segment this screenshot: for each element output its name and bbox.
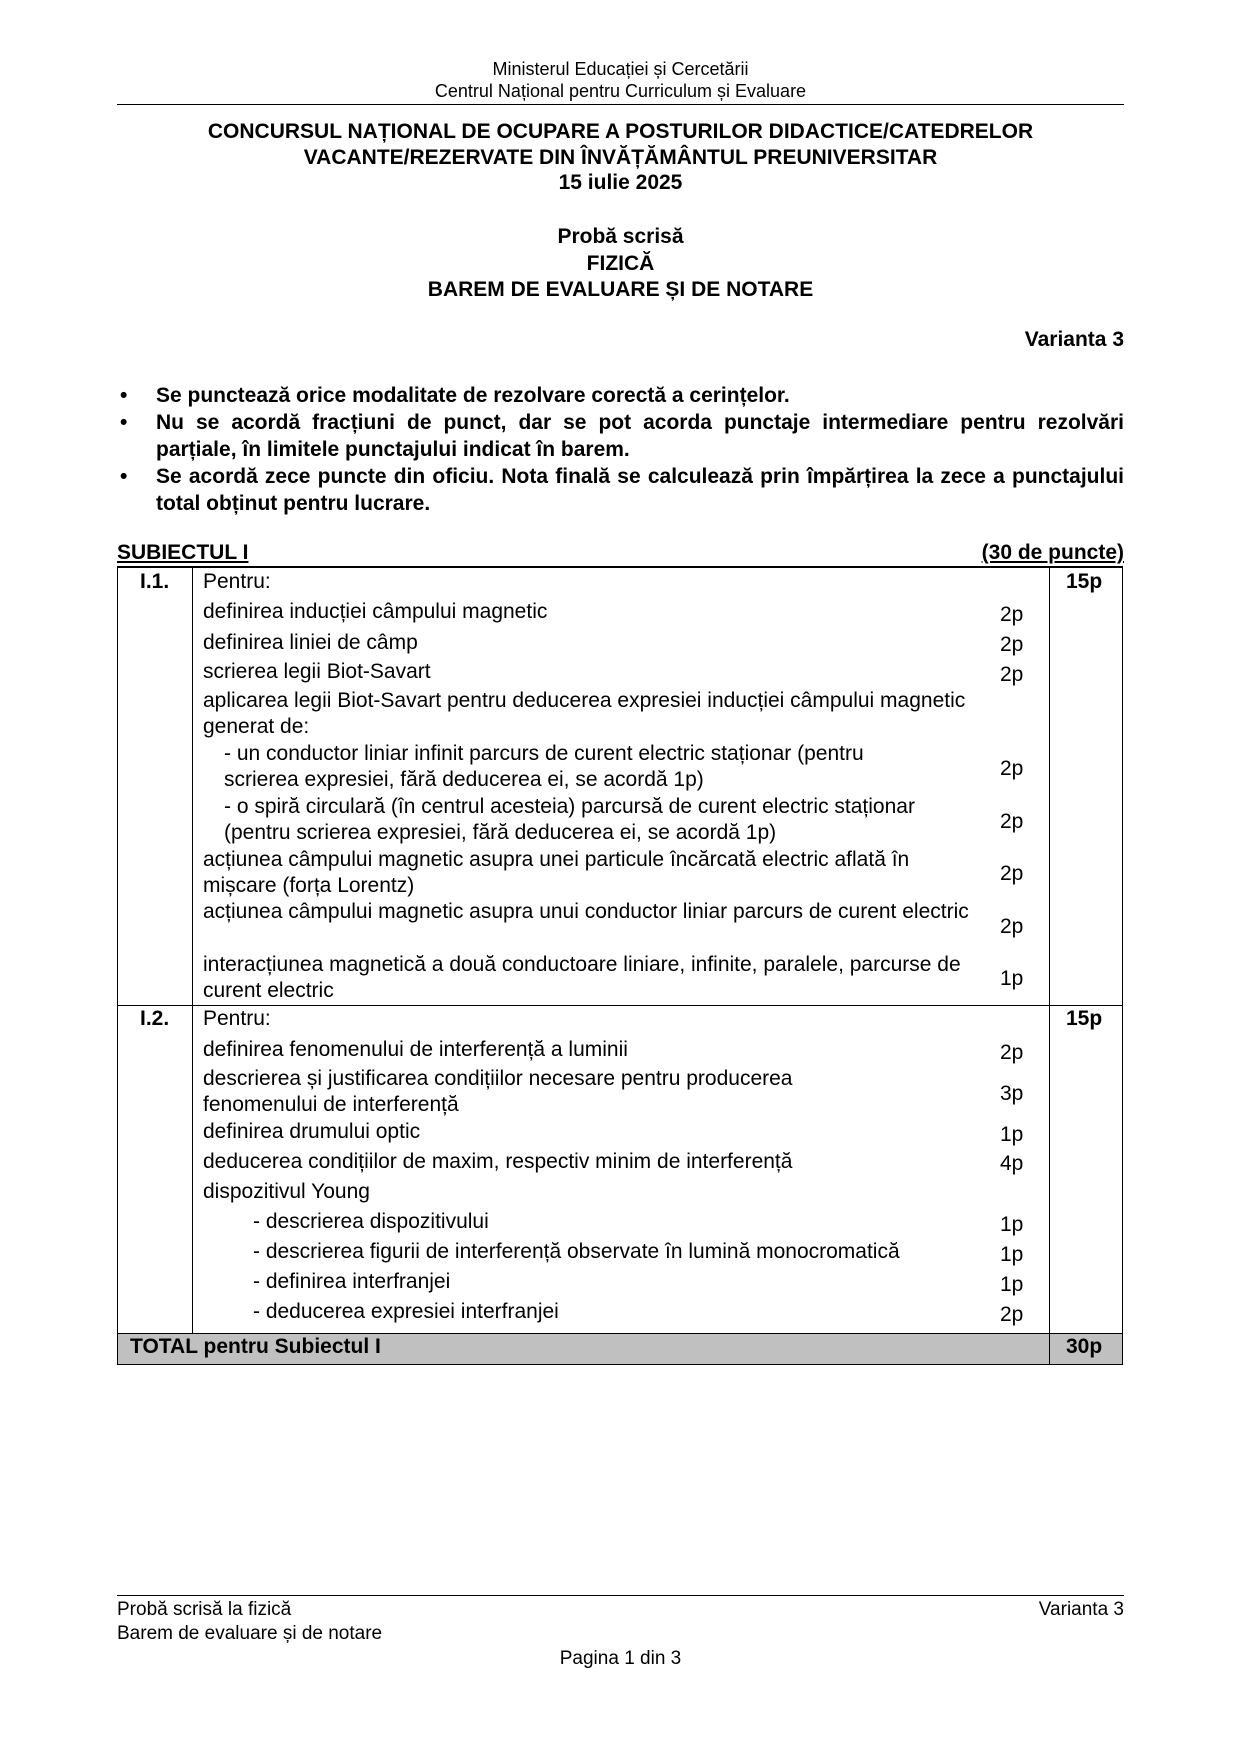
rules-list [120,382,1124,517]
criterion-points: 2p [1000,663,1024,686]
criterion-text: definirea inducției câmpului magnetic [203,600,548,623]
title-line1: CONCURSUL NAȚIONAL DE OCUPARE A POSTURILOR DIDACTICE/CATEDRELOR [207,120,1034,143]
ministry-name: Ministerul Educației și Cercetării [492,59,749,79]
criterion-text: - o spiră circulară (în centrul acesteia) parcursă de curent electric staționar (pentru scrierea expresiei, fără deducerea ei, se acordă 1p) [224,795,915,844]
variant-label: Varianta 3 [1024,328,1124,351]
item-total: 15p [1066,570,1103,593]
rule-text: Se acordă zece puncte din oficiu. Nota finală se calculează prin împărțirea la zece a punctajului total obținut pentru lucrare. [156,465,1124,515]
criterion-text: - definirea interfranjei [253,1270,451,1293]
criterion-text: - descrierea dispozitivului [253,1210,489,1233]
criterion-points: 2p [1000,633,1024,656]
criterion-text: definirea liniei de câmp [203,631,418,654]
criterion-text: - descrierea figurii de interferență observate în lumină monocromatică [253,1240,900,1263]
item-id: I.2. [140,1007,170,1030]
criterion-points: 2p [1000,603,1024,626]
criterion-points: 2p [1000,1041,1024,1064]
criterion-points: 2p [1000,1303,1024,1326]
total-label: TOTAL pentru Subiectul I [130,1335,381,1358]
rule-item: • Se punctează orice modalitate de rezolvare corectă a cerințelor. [120,384,790,407]
criterion-text: scrierea legii Biot-Savart [203,660,431,683]
center-name: Centrul Național pentru Curriculum și Evaluare [434,81,807,101]
header-rule [117,104,1124,105]
criterion-points: 1p [1000,1273,1024,1296]
criterion-text: acțiunea câmpului magnetic asupra unui conductor liniar parcurs de curent electric [203,900,969,923]
criterion-points: 2p [1000,810,1024,833]
footer-exam: Probă scrisă la fizică [117,1599,292,1620]
criterion-points: 1p [1000,1243,1024,1266]
criterion-text: aplicarea legii Biot-Savart pentru deducerea expresiei inducției câmpului magnetic generat de: [203,689,966,738]
barem-title: BAREM DE EVALUARE ȘI DE NOTARE [427,278,814,301]
item-total: 15p [1066,1007,1103,1030]
criterion-points: 2p [1000,757,1024,780]
criterion-points: 1p [1000,967,1024,990]
criterion-text: interacțiunea magnetică a două conductoare liniare, infinite, paralele, parcurse de curent electric [203,953,961,1002]
criterion-text: acțiunea câmpului magnetic asupra unei particule încărcată electric aflată în mișcare (forța Lorentz) [203,848,910,897]
criterion-text: dispozitivul Young [203,1180,370,1203]
criterion-points: 1p [1000,1123,1024,1146]
criterion-points: 2p [1000,862,1024,885]
section-points: (30 de puncte) [981,541,1124,564]
page-number: Pagina 1 din 3 [559,1648,682,1669]
criterion-text: - deducerea expresiei interfranjei [253,1300,559,1323]
criterion-text: - un conductor liniar infinit parcurs de curent electric staționar (pentru scrierea expresiei, fără deducerea ei, se acordă 1p) [224,742,864,791]
exam-date: 15 iulie 2025 [558,171,683,194]
rule-text: Nu se acordă fracțiuni de punct, dar se pot acorda punctaje intermediare pentru rezolvări parțiale, în limitele punctajului indicat în barem. [156,411,1124,461]
criterion-text: definirea drumului optic [203,1120,421,1143]
item-id: I.1. [140,570,170,593]
criterion-points: 3p [1000,1082,1024,1105]
rule-item: • Se acordă zece puncte din oficiu. Nota finală se calculează prin împărțirea la zece a punctajului total obținut pentru lucrare. [120,465,1124,515]
footer-barem: Barem de evaluare și de notare [117,1623,383,1644]
item-intro: Pentru: [203,570,271,593]
criterion-points: 1p [1000,1213,1024,1236]
rule-item: • Nu se acordă fracțiuni de punct, dar se pot acorda punctaje intermediare pentru rezolvări parțiale, în limitele punctajului indicat în barem. [120,411,1124,461]
item-intro: Pentru: [203,1007,271,1030]
section-title: SUBIECTUL I [117,541,249,564]
criterion-points: 4p [1000,1152,1024,1175]
criterion-points: 2p [1000,915,1024,938]
footer-rule [117,1595,1124,1596]
exam-subject: FIZICĂ [586,252,655,275]
exam-type: Probă scrisă [557,225,684,248]
footer-variant: Varianta 3 [1038,1599,1124,1620]
title-line2: VACANTE/REZERVATE DIN ÎNVĂȚĂMÂNTUL PREUNIVERSITAR [303,146,938,169]
total-value: 30p [1066,1335,1103,1358]
criterion-text: deducerea condițiilor de maxim, respectiv minim de interferență [203,1150,793,1173]
criterion-text: descrierea și justificarea condițiilor necesare pentru producerea fenomenului de interferență [203,1067,793,1116]
rule-text: Se punctează orice modalitate de rezolvare corectă a cerințelor. [156,384,790,407]
criterion-text: definirea fenomenului de interferență a luminii [203,1038,628,1061]
